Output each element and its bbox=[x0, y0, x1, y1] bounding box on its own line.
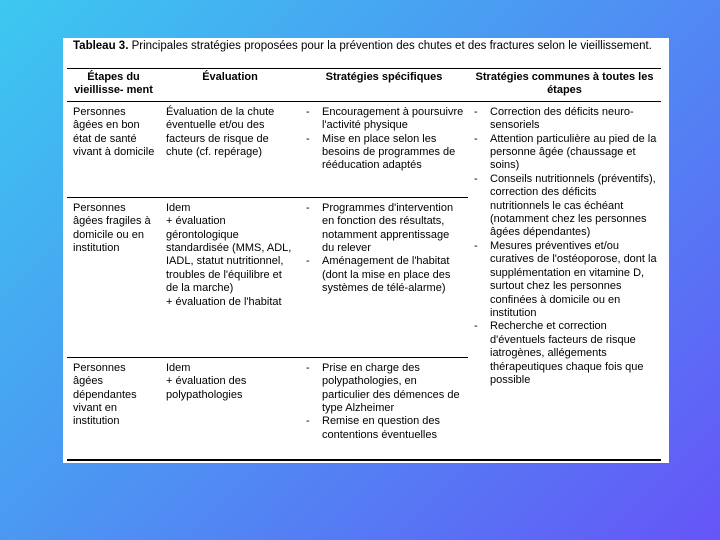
evaluation-cell bbox=[160, 357, 300, 446]
caption-text: Principales stratégies proposées pour la prévention des chutes et des fractures selon le vieillissement. bbox=[128, 40, 652, 52]
evaluation-cell bbox=[160, 197, 300, 357]
list-item: - Encouragement à poursuivre l'activité physique bbox=[306, 106, 464, 133]
list-item: - Programmes d'intervention en fonction des résultats, notamment apprentissage du relever bbox=[306, 202, 464, 256]
specific-strategies-cell bbox=[300, 197, 468, 357]
table-caption bbox=[73, 40, 663, 53]
caption-label: Tableau 3. bbox=[73, 40, 129, 52]
evaluation-line: + évaluation des polypathologies bbox=[166, 375, 247, 401]
evaluation-line: + évaluation gérontologique standardisée (MMS, ADL, IADL, statut nutritionnel, troubles de l'équilibre et de la marche) bbox=[166, 215, 292, 295]
specific-strategies-cell bbox=[300, 101, 468, 197]
list-item: - Conseils nutritionnels (préventifs), correction des déficits nutritionnels le cas échéant (notamment chez les personnes âgées dépendantes) bbox=[474, 173, 657, 240]
slide-panel bbox=[63, 38, 669, 463]
evaluation-line: Évaluation de la chute éventuelle et/ou des facteurs de risque de chute (cf. repérage) bbox=[166, 105, 275, 159]
list-item: - Mise en place selon les besoins de programmes de rééducation adaptés bbox=[306, 133, 464, 173]
table-header-row bbox=[67, 69, 661, 102]
table-row bbox=[67, 101, 661, 197]
header-evaluation: Évaluation bbox=[160, 69, 300, 102]
list-item: - Mesures préventives et/ou curatives de l'ostéoporose, dont la supplémentation en vitamine D, surtout chez les personnes confinées à domicile ou en institution bbox=[474, 240, 657, 320]
list-item: - Recherche et correction d'éventuels facteurs de risque iatrogènes, allégements thérapeutiques chaque fois que possible bbox=[474, 320, 657, 387]
list-item: - Prise en charge des polypathologies, en particulier des démences de type Alzheimer bbox=[306, 362, 464, 416]
specific-strategies-cell bbox=[300, 357, 468, 446]
stage-cell: Personnes âgées fragiles à domicile ou en institution bbox=[67, 197, 160, 357]
header-common-strategies: Stratégies communes à toutes les étapes bbox=[468, 69, 661, 102]
evaluation-line: + évaluation de l'habitat bbox=[166, 295, 282, 308]
list-item: - Aménagement de l'habitat (dont la mise en place des systèmes de télé-alarme) bbox=[306, 255, 464, 295]
strategies-table bbox=[67, 68, 661, 446]
header-specific-strategies: Stratégies spécifiques bbox=[300, 69, 468, 102]
evaluation-line: Idem bbox=[166, 361, 191, 374]
stage-cell: Personnes âgées en bon état de santé vivant à domicile bbox=[73, 105, 155, 159]
stage-cell: Personnes âgées dépendantes vivant en institution bbox=[67, 357, 160, 446]
list-item: - Correction des déficits neuro-sensoriels bbox=[474, 106, 657, 133]
evaluation-cell bbox=[160, 101, 300, 197]
header-stage: Étapes du vieillisse- ment bbox=[67, 69, 160, 102]
common-strategies-cell bbox=[468, 101, 661, 446]
list-item: - Attention particulière au pied de la personne âgée (chaussage et soins) bbox=[474, 133, 657, 173]
table-bottom-rule bbox=[67, 459, 661, 461]
evaluation-line: Idem bbox=[166, 201, 191, 214]
list-item: - Remise en question des contentions éventuelles bbox=[306, 415, 464, 442]
